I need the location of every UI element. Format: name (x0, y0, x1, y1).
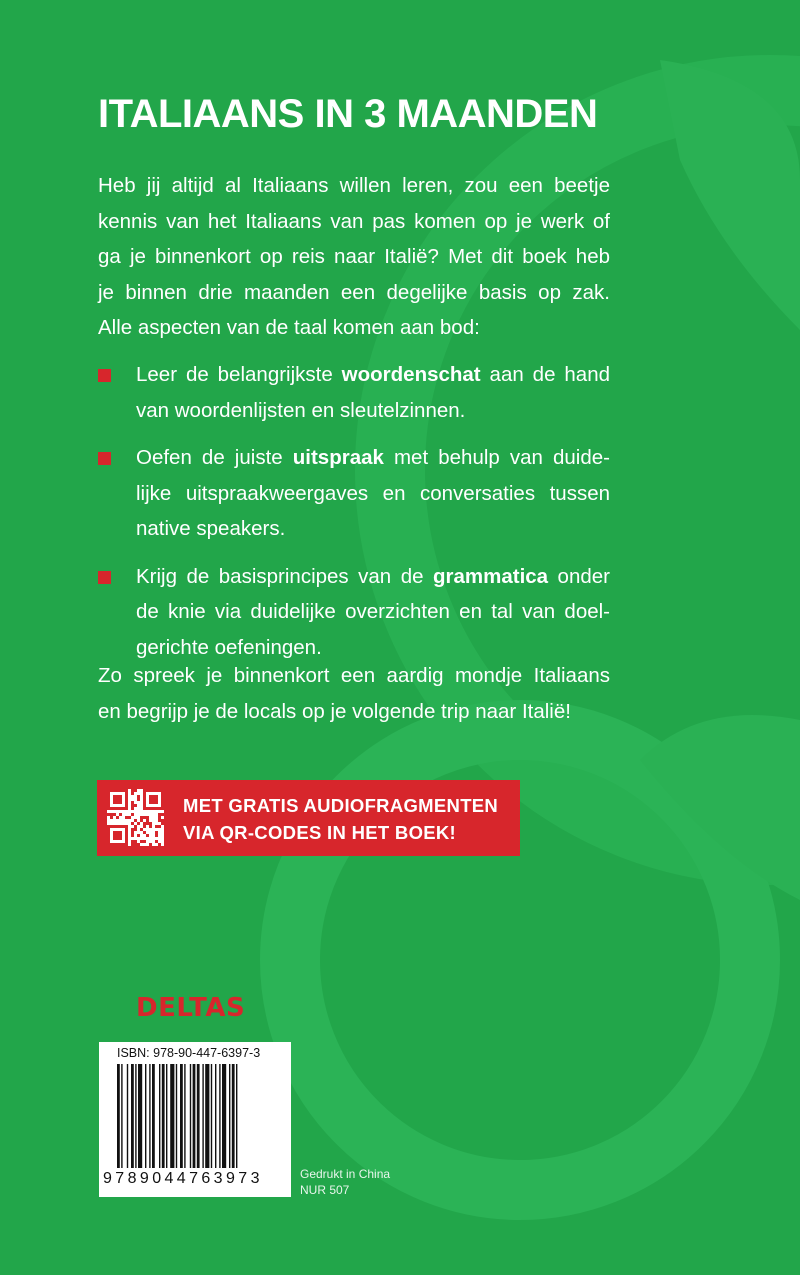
isbn-label: ISBN: 978-90-447-6397-3 (117, 1046, 261, 1060)
banner-line: VIA QR-CODES IN HET BOEK! (183, 822, 457, 843)
feature-line: Krijg de basisprincipes van de grammatica onder (136, 564, 610, 588)
feature-keyword: uitspraak (292, 446, 384, 469)
feature-keyword: grammatica (432, 564, 549, 588)
feature-item (98, 440, 610, 547)
printed-in: Gedrukt in China (300, 1167, 391, 1181)
barcode-icon (117, 1064, 275, 1168)
book-title: ITALIAANS IN 3 MAANDEN (98, 92, 598, 136)
feature-keyword: woordenschat (341, 363, 481, 386)
intro-line: Alle aspecten van de taal komen aan bod: (98, 316, 480, 339)
intro-paragraph (98, 168, 610, 346)
outro-line: en begrijp je de locals op je volgende trip naar Italië! (98, 699, 571, 723)
feature-item (98, 559, 610, 666)
banner-line: MET GRATIS AUDIOFRAGMENTEN (183, 795, 499, 816)
banner-text (183, 792, 498, 846)
intro-line: je binnen drie maanden een degelijke basis op zak. (98, 280, 610, 304)
barcode-area (99, 1042, 291, 1197)
intro-line: Heb jij altijd al Italiaans willen leren, zou een beetje (98, 174, 610, 197)
print-info (300, 1166, 390, 1198)
bullet-square-icon (98, 571, 111, 584)
bullet-square-icon (98, 369, 111, 382)
intro-line: kennis van het Italiaans van pas komen op je werk of (98, 209, 610, 233)
feature-line: Leer de belangrijkste woordenschat aan de hand (136, 363, 610, 386)
closing-paragraph (98, 658, 610, 729)
outro-line: Zo spreek je binnenkort een aardig mondje Italiaans (98, 664, 610, 687)
nur-code: NUR 507 (300, 1183, 350, 1197)
publisher-logo: DELTAS (136, 993, 246, 1023)
feature-line: van woordenlijsten en sleutelzinnen. (136, 398, 466, 422)
barcode-number: 9789044763973 (103, 1170, 263, 1187)
intro-line: ga je binnenkort op reis naar Italië? Met dit boek heb (98, 245, 610, 268)
qr-code-icon (107, 789, 164, 846)
feature-list (98, 357, 610, 677)
feature-line: gerichte oefeningen. (136, 635, 322, 659)
audio-banner (97, 780, 520, 856)
bullet-square-icon (98, 452, 111, 465)
feature-item (98, 357, 610, 428)
feature-line: native speakers. (136, 517, 286, 540)
feature-line: lijke uitspraakweergaves en conversaties tussen (136, 481, 610, 505)
feature-line: de knie via duidelijke overzichten en tal van doel- (136, 600, 610, 623)
feature-line: Oefen de juiste uitspraak met behulp van duide- (136, 446, 610, 469)
